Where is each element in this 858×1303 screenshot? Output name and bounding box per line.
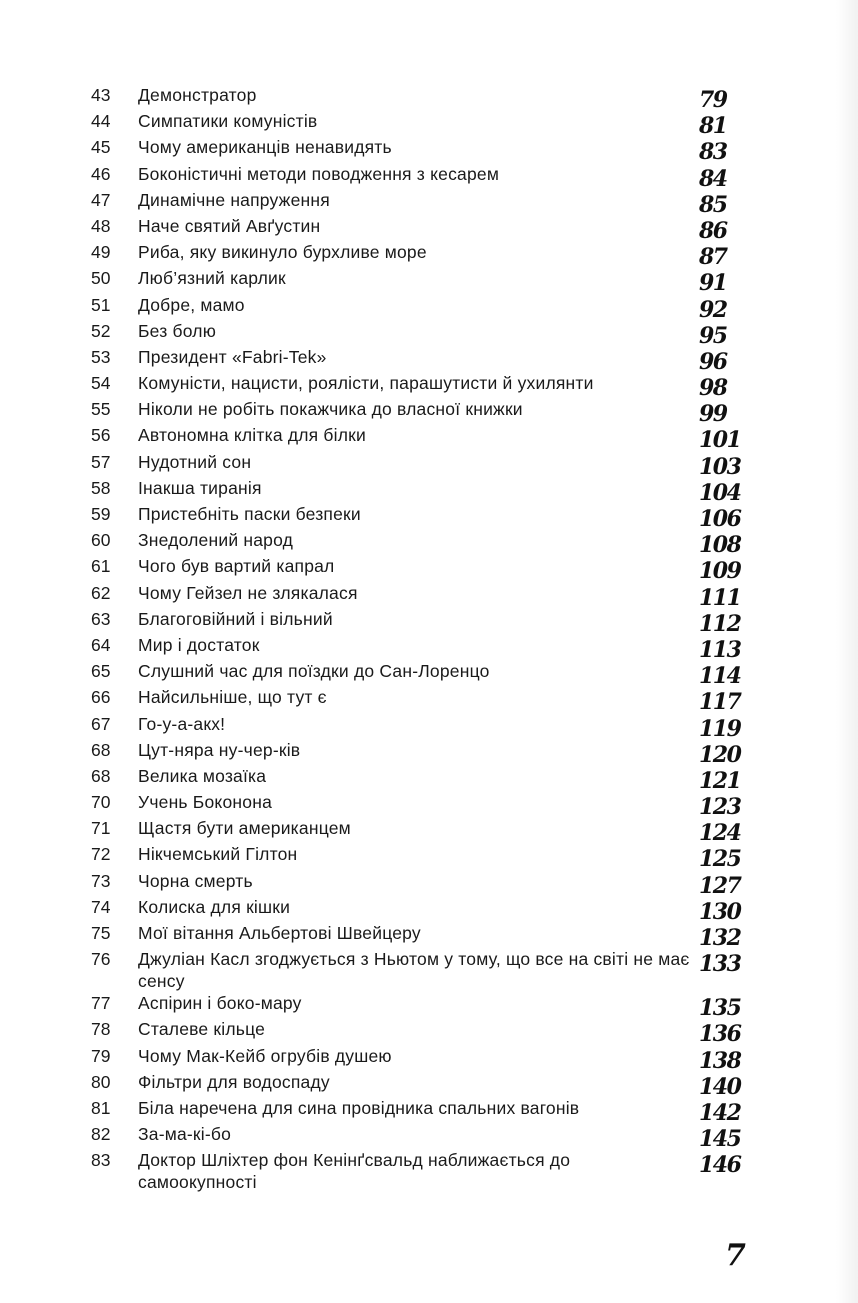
chapter-title: Мої вітання Альбертові Швейцеру [138,923,421,943]
toc-entry [91,451,751,480]
chapter-number: 60 [91,530,111,551]
chapter-number: 66 [91,687,111,708]
toc-entry [91,1149,751,1193]
chapter-title: Слушний час для поїздки до Сан-Лоренцо [138,661,490,682]
chapter-title: Щастя бути американцем [138,818,351,839]
chapter-page-number: 87 [699,244,727,271]
chapter-page-number: 85 [699,191,727,218]
toc-entry [91,791,751,821]
chapter-title: Чому Гейзел не злякалася [138,582,358,603]
chapter-page-number: 104 [699,479,741,506]
chapter-number: 64 [91,634,111,655]
chapter-number: 67 [91,713,111,734]
chapter-page-number: 132 [699,925,741,951]
chapter-number: 79 [91,1045,111,1066]
chapter-title: Динамічне напруження [138,189,330,210]
chapter-title: Нікчемський Гілтон [138,844,298,865]
chapter-number: 46 [91,163,111,184]
chapter-page-number: 103 [699,453,741,480]
chapter-title: Велика мозаїка [138,765,267,786]
chapter-title: Го-у-а-акх! [138,713,226,734]
toc-entry [91,896,751,925]
chapter-number: 61 [91,556,111,577]
toc-entry [91,372,751,402]
chapter-number: 77 [91,993,111,1014]
chapter-number: 53 [91,346,111,367]
chapter-title: Риба, яку викинуло бурхливе море [138,242,427,263]
chapter-page-number: 120 [699,741,741,768]
toc-entry [91,922,751,951]
chapter-number: 43 [91,85,111,105]
chapter-title: Симпатики комуністів [138,111,318,132]
chapter-page-number: 81 [699,113,727,140]
chapter-number: 54 [91,373,111,394]
chapter-page-number: 83 [699,139,727,166]
chapter-number: 80 [91,1071,111,1092]
chapter-title: Колиска для кішки [138,896,291,917]
chapter-page-number: 79 [699,87,727,113]
chapter-number: 48 [91,215,111,236]
toc-entry [91,555,751,585]
chapter-page-number: 108 [699,532,741,559]
chapter-page-number: 92 [699,296,727,323]
chapter-page-number: 98 [699,375,727,402]
chapter-title: Президент «Fabri-Tek» [138,346,327,367]
chapter-number: 45 [91,137,111,158]
toc-entry [91,503,751,532]
chapter-page-number: 135 [699,995,741,1022]
toc-entry [91,713,751,742]
chapter-number: 68 [91,765,111,786]
chapter-page-number: 112 [699,610,741,637]
chapter-number: 58 [91,477,111,498]
chapter-page-number: 86 [699,217,727,244]
chapter-title: За-ма-кі-бо [138,1124,232,1145]
toc-entry [91,477,751,506]
chapter-number: 63 [91,608,111,629]
chapter-title: Нудотний сон [138,451,252,472]
chapter-title: Чому американців ненавидять [138,137,392,158]
chapter-title: Цут-няра ну-чер-ків [138,739,301,760]
toc-entry [91,660,751,690]
toc-entry [91,110,751,140]
toc-entry [91,398,751,428]
toc-entry [91,608,751,637]
toc-entry [91,424,751,454]
toc-entry [91,320,751,349]
chapter-title: Джуліан Касл згоджується з Ньютом у тому, що все на світі не має сенсу [138,949,690,992]
chapter-page-number: 125 [699,846,741,873]
toc-entry [91,817,751,847]
toc-entry [91,765,751,794]
chapter-number: 78 [91,1019,111,1040]
chapter-page-number: 96 [699,348,727,375]
chapter-page-number: 142 [699,1099,741,1126]
chapter-title: Благоговійний і вільний [138,608,333,629]
chapter-title: Мир і достаток [138,634,260,655]
chapter-title: Люб’язний карлик [138,268,286,289]
toc-entry [91,1123,751,1153]
chapter-number: 55 [91,399,111,420]
chapter-number: 65 [91,661,111,682]
chapter-title: Знедолений народ [138,530,294,551]
chapter-page-number: 145 [699,1126,741,1153]
chapter-number: 62 [91,582,111,603]
toc-entry [91,739,751,768]
chapter-page-number: 140 [699,1073,741,1100]
chapter-number: 74 [91,896,111,917]
toc-entry [91,870,751,899]
chapter-number: 71 [91,818,111,839]
chapter-title: Комуністи, нацисти, рояліcти, парашутисти й ухилянти [138,373,594,394]
chapter-title: Інакша тиранія [138,477,262,498]
chapter-number: 50 [91,268,111,289]
chapter-page-number: 109 [699,558,741,585]
chapter-page-number: 130 [699,898,741,925]
chapter-number: 49 [91,242,111,263]
toc-entry [91,634,751,663]
toc-entry [91,1045,751,1074]
chapter-number: 75 [91,923,111,943]
chapter-page-number: 119 [699,715,741,742]
toc-entry [91,948,751,992]
toc-entry [91,1018,751,1048]
chapter-page-number: 95 [699,322,727,349]
chapter-title: Фільтри для водоспаду [138,1071,330,1092]
toc-entry [91,1097,751,1126]
chapter-title: Без болю [138,320,217,341]
chapter-title: Наче святий Авґустин [138,215,321,236]
chapter-number: 44 [91,111,111,132]
chapter-number: 81 [91,1097,111,1118]
toc-entry [91,686,751,716]
chapter-title: Демонстратор [138,85,257,105]
chapter-title: Автономна клітка для білки [138,425,366,446]
chapter-page-number: 106 [699,506,741,532]
chapter-page-number: 121 [699,767,741,794]
chapter-page-number: 91 [699,270,727,297]
chapter-title: Учень Боконона [138,792,273,813]
chapter-number: 76 [91,949,111,970]
toc-entry [91,215,751,244]
toc-entry [91,163,751,192]
chapter-page-number: 101 [699,427,741,454]
toc-entry [91,267,751,297]
chapter-title: Пристебніть паски безпеки [138,504,361,524]
chapter-number: 82 [91,1124,111,1145]
chapter-title: Боконістичні методи поводження з кесарем [138,163,500,184]
toc-entry [91,241,751,271]
toc-entry [91,136,751,166]
chapter-title: Найсильніше, що тут є [138,687,327,708]
chapter-title: Чого був вартий капрал [138,556,335,577]
toc-entry [91,992,751,1022]
table-of-contents [91,84,751,1193]
toc-entry [91,84,751,113]
chapter-number: 59 [91,504,111,524]
toc-entry [91,346,751,375]
chapter-number: 51 [91,294,111,315]
chapter-page-number: 133 [699,951,741,978]
chapter-title: Аспірин і боко-мару [138,993,302,1014]
chapter-number: 83 [91,1150,111,1171]
chapter-title: Сталеве кільце [138,1019,266,1040]
chapter-page-number: 84 [699,165,727,192]
toc-entry [91,529,751,559]
toc-entry [91,189,751,218]
chapter-number: 70 [91,792,111,813]
chapter-title: Ніколи не робіть покажчика до власної книжки [138,399,523,420]
chapter-page-number: 111 [699,584,741,611]
chapter-number: 56 [91,425,111,446]
chapter-number: 57 [91,451,111,472]
chapter-page-number: 138 [699,1047,741,1074]
chapter-title: Чорна смерть [138,870,253,891]
chapter-title: Чому Мак-Кейб огрубів душею [138,1045,392,1066]
chapter-page-number: 113 [699,636,741,663]
chapter-number: 68 [91,739,111,760]
toc-entry [91,843,751,873]
chapter-page-number: 114 [699,663,741,690]
toc-entry [91,582,751,611]
chapter-page-number: 99 [699,401,727,428]
chapter-title: Доктор Шліхтер фон Кенінґсвальд наближається до самоокупності [138,1150,571,1193]
toc-entry [91,1071,751,1100]
toc-entry [91,294,751,323]
chapter-page-number: 136 [699,1021,741,1048]
chapter-title: Біла наречена для сина провідника спальних вагонів [138,1097,580,1118]
chapter-title: Добре, мамо [138,294,245,315]
page-number: 7 [725,1238,746,1273]
chapter-number: 47 [91,189,111,210]
chapter-number: 72 [91,844,111,865]
chapter-number: 73 [91,870,111,891]
chapter-page-number: 117 [699,689,741,716]
chapter-page-number: 124 [699,820,741,847]
chapter-number: 52 [91,320,111,341]
chapter-page-number: 127 [699,872,741,899]
chapter-page-number: 123 [699,794,741,821]
page-edge-shadow [836,0,858,1303]
chapter-page-number: 146 [699,1152,741,1179]
